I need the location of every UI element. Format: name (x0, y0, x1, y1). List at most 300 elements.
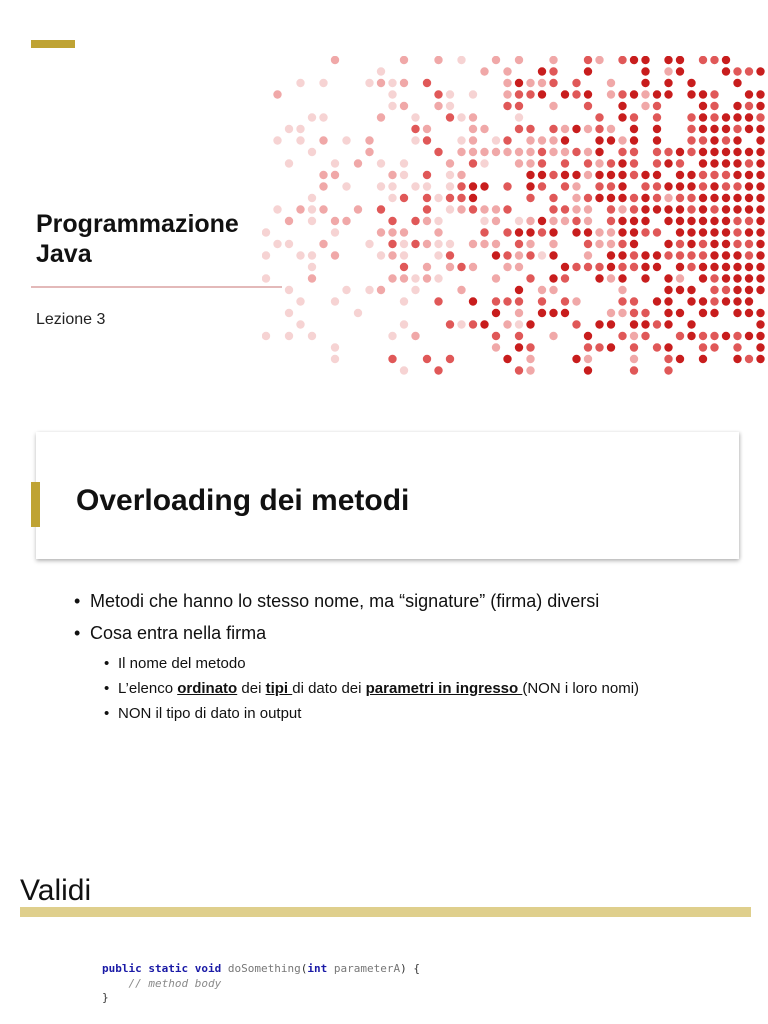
decorative-dot (446, 205, 454, 213)
decorative-dot (561, 274, 569, 282)
decorative-dot (503, 228, 511, 236)
decorative-dot (457, 113, 465, 121)
decorative-dot (641, 79, 649, 87)
decorative-dot (319, 113, 327, 121)
decorative-dot (699, 297, 707, 305)
decorative-dot (457, 205, 465, 213)
decorative-dot (745, 90, 753, 98)
decorative-dot (722, 159, 730, 167)
decorative-dot (503, 263, 511, 271)
decorative-dot (285, 240, 293, 248)
decorative-dot (526, 217, 534, 225)
decorative-dot (515, 90, 523, 98)
decorative-dot (572, 79, 580, 87)
decorative-dot (699, 90, 707, 98)
decorative-dot (526, 355, 534, 363)
decorative-dot (400, 297, 408, 305)
decorative-dot (319, 240, 327, 248)
decorative-dot (400, 274, 408, 282)
decorative-dot (572, 320, 580, 328)
decorative-dot (446, 320, 454, 328)
decorative-dot (756, 67, 764, 75)
sub-bullet-item (104, 704, 754, 723)
decorative-dot (733, 102, 741, 110)
decorative-dot (630, 343, 638, 351)
decorative-dot (607, 217, 615, 225)
decorative-dot (561, 90, 569, 98)
decorative-dot (538, 79, 546, 87)
decorative-dot (722, 171, 730, 179)
decorative-dot (515, 125, 523, 133)
decorative-dot (285, 332, 293, 340)
decorative-dot (503, 79, 511, 87)
decorative-dot (630, 366, 638, 374)
decorative-dot (745, 297, 753, 305)
decorative-dot (423, 274, 431, 282)
decorative-dot (630, 56, 638, 64)
decorative-dot (745, 240, 753, 248)
decorative-dot (710, 159, 718, 167)
decorative-dot (630, 90, 638, 98)
decorative-dot (618, 194, 626, 202)
decorative-dot (561, 309, 569, 317)
decorative-dot (503, 297, 511, 305)
decorative-dot (722, 286, 730, 294)
decorative-dot (549, 251, 557, 259)
decorative-dot (526, 343, 534, 351)
decorative-dot (492, 56, 500, 64)
decorative-dot (561, 205, 569, 213)
decorative-dot (423, 263, 431, 271)
decorative-dot (607, 205, 615, 213)
bullet-icon: • (74, 591, 81, 611)
decorative-dot (676, 182, 684, 190)
decorative-dot (733, 332, 741, 340)
decorative-dot (388, 171, 396, 179)
decorative-dot (526, 228, 534, 236)
decorative-dot (515, 263, 523, 271)
decorative-dot (319, 182, 327, 190)
decorative-dot (653, 182, 661, 190)
sub-bullet-text: NON il tipo di dato in output (118, 705, 302, 722)
decorative-dot (388, 79, 396, 87)
decorative-dot (561, 159, 569, 167)
decorative-dot (434, 148, 442, 156)
lesson-subtitle: Lezione 3 (36, 311, 106, 328)
decorative-dot (549, 228, 557, 236)
decorative-dot (572, 171, 580, 179)
decorative-dot (296, 320, 304, 328)
decorative-dot (710, 228, 718, 236)
decorative-dot (641, 263, 649, 271)
decorative-dot (388, 182, 396, 190)
decorative-dot (756, 113, 764, 121)
decorative-dot (607, 90, 615, 98)
decorative-dot (722, 297, 730, 305)
decorative-dot (584, 56, 592, 64)
decorative-dot (733, 205, 741, 213)
decorative-dot (699, 251, 707, 259)
decorative-dot (584, 240, 592, 248)
decorative-dot (687, 171, 695, 179)
sub-bullet-item (104, 654, 754, 673)
decorative-dot (756, 148, 764, 156)
decorative-dot (469, 182, 477, 190)
decorative-dot (710, 263, 718, 271)
decorative-dot (641, 205, 649, 213)
decorative-dot (618, 148, 626, 156)
decorative-dot (342, 182, 350, 190)
decorative-dot (710, 171, 718, 179)
decorative-dot (607, 309, 615, 317)
decorative-dot (572, 125, 580, 133)
decorative-dot (411, 182, 419, 190)
decorative-dot (480, 125, 488, 133)
decorative-dot (687, 148, 695, 156)
decorative-dot (676, 274, 684, 282)
decorative-dot (745, 67, 753, 75)
decorative-dot (664, 67, 672, 75)
decorative-dot (584, 355, 592, 363)
decorative-dot (722, 136, 730, 144)
decorative-dot (526, 148, 534, 156)
decorative-dot (595, 125, 603, 133)
decorative-dot (296, 251, 304, 259)
decorative-dot (745, 102, 753, 110)
decorative-dot (423, 136, 431, 144)
decorative-dot (722, 113, 730, 121)
decorative-dot (595, 136, 603, 144)
decorative-dot (676, 148, 684, 156)
decorative-dot (664, 182, 672, 190)
sub-bullet-item (104, 679, 754, 698)
decorative-dot (423, 79, 431, 87)
decorative-dot (618, 251, 626, 259)
decorative-dot (423, 217, 431, 225)
decorative-dot (549, 125, 557, 133)
decorative-dot (710, 136, 718, 144)
decorative-dot (653, 343, 661, 351)
decorative-dot (526, 182, 534, 190)
decorative-dot (756, 182, 764, 190)
decorative-dot (538, 286, 546, 294)
decorative-dot (377, 286, 385, 294)
decorative-dot (722, 240, 730, 248)
decorative-dot (699, 171, 707, 179)
slide-title: Overloading dei metodi (76, 484, 410, 517)
decorative-dot (572, 194, 580, 202)
decorative-dot (308, 205, 316, 213)
decorative-dot (538, 297, 546, 305)
decorative-dot (561, 263, 569, 271)
decorative-dot (664, 286, 672, 294)
decorative-dot (492, 274, 500, 282)
decorative-dot (400, 251, 408, 259)
slide-title: Validi (20, 874, 92, 907)
decorative-dot (710, 205, 718, 213)
decorative-dot (515, 332, 523, 340)
decorative-dot (526, 171, 534, 179)
decorative-dot (411, 125, 419, 133)
decorative-dot (388, 355, 396, 363)
decorative-dot (699, 56, 707, 64)
decorative-dot (584, 263, 592, 271)
title-accent-bar (31, 482, 40, 527)
decorative-dot (446, 251, 454, 259)
decorative-dot (664, 297, 672, 305)
decorative-dot (434, 90, 442, 98)
decorative-dot (699, 159, 707, 167)
decorative-dot (423, 355, 431, 363)
decorative-dot (664, 343, 672, 351)
decorative-dot (676, 332, 684, 340)
decorative-dot (733, 297, 741, 305)
decorative-dot (699, 148, 707, 156)
decorative-dot (733, 182, 741, 190)
decorative-dot (733, 159, 741, 167)
decorative-dot (515, 56, 523, 64)
decorative-dot (388, 274, 396, 282)
decorative-dot (388, 240, 396, 248)
decorative-dot (400, 263, 408, 271)
decorative-dot (561, 297, 569, 305)
decorative-dot (630, 113, 638, 121)
decorative-dot (549, 194, 557, 202)
decorative-dot (653, 263, 661, 271)
decorative-dot (756, 102, 764, 110)
decorative-dot (423, 171, 431, 179)
decorative-dot (710, 297, 718, 305)
decorative-dot (676, 159, 684, 167)
decorative-dot (641, 90, 649, 98)
decorative-dot (699, 205, 707, 213)
decorative-dot (664, 56, 672, 64)
decorative-dot (549, 102, 557, 110)
decorative-dot (630, 205, 638, 213)
decorative-dot (319, 136, 327, 144)
decorative-dot (480, 217, 488, 225)
decorative-dot (457, 194, 465, 202)
decorative-dot (618, 274, 626, 282)
decorative-dot (687, 194, 695, 202)
decorative-dot (733, 136, 741, 144)
decorative-dot (687, 286, 695, 294)
decorative-dot (618, 309, 626, 317)
decorative-dot (630, 228, 638, 236)
sub-bullet-text: L’elenco (118, 680, 178, 697)
decorative-dot (745, 251, 753, 259)
decorative-dot (630, 320, 638, 328)
decorative-dot (331, 171, 339, 179)
decorative-dot (446, 102, 454, 110)
decorative-dot (745, 125, 753, 133)
decorative-dot (549, 286, 557, 294)
decorative-dot (584, 343, 592, 351)
decorative-dot (561, 182, 569, 190)
decorative-dot (756, 320, 764, 328)
decorative-dot (595, 228, 603, 236)
decorative-dot (411, 274, 419, 282)
decorative-dot (400, 79, 408, 87)
bullet-item (74, 622, 754, 644)
decorative-dot (595, 113, 603, 121)
decorative-dot (515, 320, 523, 328)
decorative-dot (584, 251, 592, 259)
accent-bar (31, 40, 75, 48)
decorative-dot (607, 263, 615, 271)
decorative-dot (503, 102, 511, 110)
decorative-dot (377, 251, 385, 259)
decorative-dot (687, 205, 695, 213)
bullet-item (74, 590, 754, 612)
title-underline (20, 907, 751, 917)
decorative-dot (687, 125, 695, 133)
code-keyword: static (148, 962, 189, 975)
decorative-dot (434, 274, 442, 282)
decorative-dot (676, 355, 684, 363)
decorative-dot (434, 102, 442, 110)
decorative-dot (653, 320, 661, 328)
decorative-dot (676, 205, 684, 213)
overloading-slide (0, 400, 768, 770)
decorative-dot (699, 125, 707, 133)
decorative-dot (630, 297, 638, 305)
decorative-dot (676, 171, 684, 179)
decorative-dot (503, 90, 511, 98)
decorative-dot (710, 332, 718, 340)
decorative-dot (653, 113, 661, 121)
decorative-dot (745, 159, 753, 167)
decorative-dot (618, 297, 626, 305)
decorative-dot (446, 182, 454, 190)
decorative-dot (733, 263, 741, 271)
decorative-dot (607, 79, 615, 87)
decorative-dot (733, 355, 741, 363)
decorative-dot (273, 90, 281, 98)
sub-bullet-text: (NON i loro nomi) (522, 680, 640, 697)
decorative-dot (733, 309, 741, 317)
decorative-dot (618, 240, 626, 248)
decorative-dot (676, 228, 684, 236)
emphasis-ordinato: ordinato (177, 680, 238, 697)
decorative-dot (503, 136, 511, 144)
decorative-dot (492, 217, 500, 225)
decorative-dot (503, 355, 511, 363)
decorative-dot (664, 274, 672, 282)
decorative-dot (710, 309, 718, 317)
decorative-dot (388, 102, 396, 110)
decorative-dot (457, 320, 465, 328)
decorative-dot (653, 148, 661, 156)
decorative-dot (526, 90, 534, 98)
decorative-dot (492, 332, 500, 340)
code-method-name: doSomething (227, 962, 301, 975)
decorative-dot (296, 79, 304, 87)
decorative-dot (595, 194, 603, 202)
decorative-dot (446, 159, 454, 167)
decorative-dot (296, 297, 304, 305)
decorative-dot (331, 159, 339, 167)
decorative-dot (365, 148, 373, 156)
decorative-dot (595, 56, 603, 64)
decorative-dot (492, 148, 500, 156)
decorative-dot (756, 171, 764, 179)
decorative-dot (538, 67, 546, 75)
decorative-dot (515, 102, 523, 110)
decorative-dot (733, 240, 741, 248)
decorative-dot (538, 90, 546, 98)
decorative-dot (354, 309, 362, 317)
decorative-dot (446, 113, 454, 121)
decorative-dot (756, 125, 764, 133)
decorative-dot (262, 228, 270, 236)
decorative-dot (664, 366, 672, 374)
bullet-icon: • (104, 680, 110, 697)
decorative-dot (572, 297, 580, 305)
decorative-dot (273, 136, 281, 144)
decorative-dot (377, 205, 385, 213)
decorative-dot (630, 171, 638, 179)
decorative-dot (722, 228, 730, 236)
decorative-dot (572, 228, 580, 236)
decorative-dot (733, 274, 741, 282)
decorative-dot (469, 159, 477, 167)
decorative-dot (319, 79, 327, 87)
decorative-dot (733, 194, 741, 202)
decorative-dot (641, 332, 649, 340)
decorative-dot (607, 228, 615, 236)
decorative-dot (756, 332, 764, 340)
decorative-dot (492, 343, 500, 351)
decorative-dot (308, 332, 316, 340)
decorative-dot (710, 102, 718, 110)
decorative-dot (423, 205, 431, 213)
decorative-dot (630, 251, 638, 259)
decorative-dot (676, 56, 684, 64)
decorative-dot (377, 79, 385, 87)
decorative-dot (722, 182, 730, 190)
decorative-dot (733, 251, 741, 259)
decorative-dot (480, 228, 488, 236)
decorative-dot (411, 113, 419, 121)
decorative-dot (526, 125, 534, 133)
decorative-dot (699, 274, 707, 282)
decorative-dot (480, 182, 488, 190)
decorative-dot (526, 320, 534, 328)
decorative-dot (480, 67, 488, 75)
decorative-dot (469, 240, 477, 248)
emphasis-tipi: tipi (265, 680, 293, 697)
decorative-dot (676, 217, 684, 225)
decorative-dot (469, 113, 477, 121)
decorative-dot (699, 182, 707, 190)
decorative-dot (434, 228, 442, 236)
decorative-dot (745, 274, 753, 282)
decorative-dot (549, 332, 557, 340)
decorative-dot (687, 297, 695, 305)
decorative-dot (607, 159, 615, 167)
code-keyword: int (307, 962, 328, 975)
decorative-dot (653, 194, 661, 202)
code-comment: // method body (128, 976, 222, 990)
decorative-dot (641, 194, 649, 202)
decorative-dot (756, 194, 764, 202)
decorative-dot (492, 309, 500, 317)
decorative-dot (653, 136, 661, 144)
decorative-dot (745, 194, 753, 202)
decorative-dot (388, 194, 396, 202)
decorative-dot (699, 194, 707, 202)
